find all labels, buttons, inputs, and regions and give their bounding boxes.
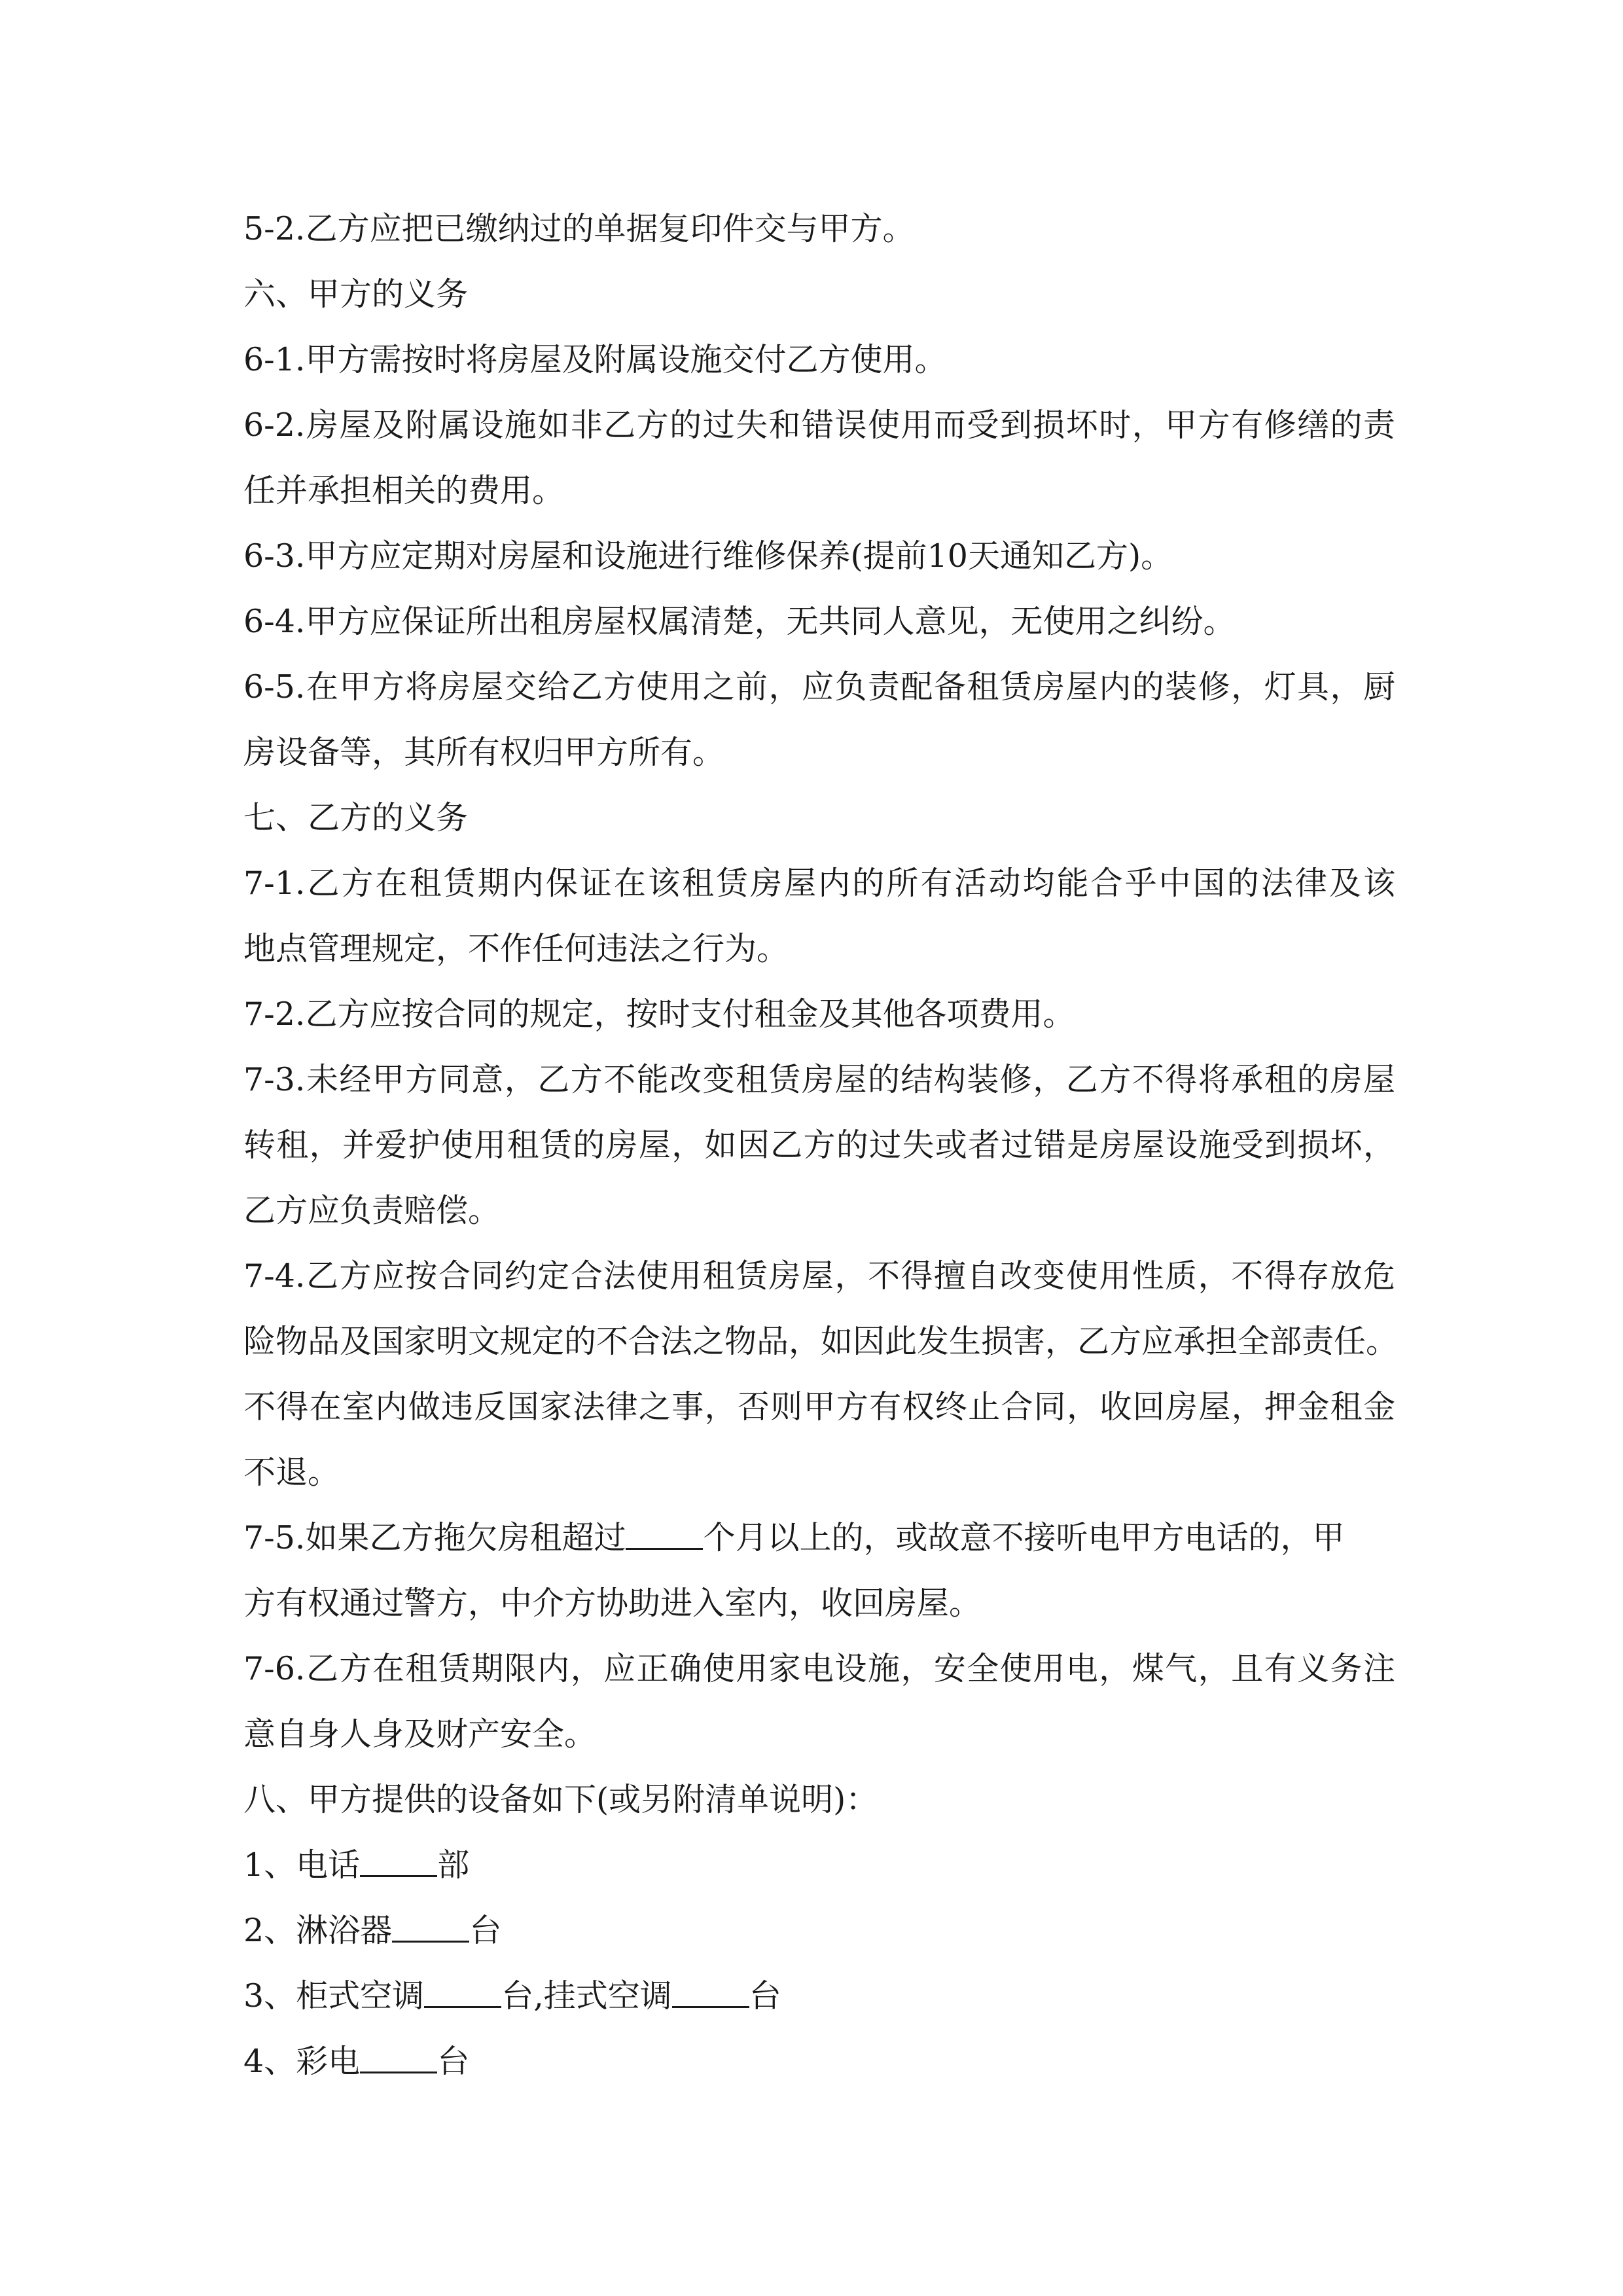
- clause-7-4-line-4: 不退。: [243, 1454, 340, 1491]
- equipment-label-tv: 4、彩电: [243, 2043, 361, 2080]
- phone-count-blank[interactable]: [360, 1846, 437, 1877]
- clause-6-2-line-2: 任并承担相关的费用。: [243, 472, 565, 509]
- equipment-unit-aircon: 台: [749, 1977, 781, 2015]
- equipment-item-tv: [243, 2029, 1395, 2094]
- contract-body: [243, 196, 1399, 2094]
- clause-7-3-line-3: 乙方应负责赔偿。: [243, 1192, 501, 1229]
- clause-7-1-line-2: 地点管理规定，不作任何违法之行为。: [243, 930, 789, 967]
- section-heading-6: 六、甲方的义务: [243, 276, 469, 313]
- clause-7-5-prefix: 7-5.如果乙方拖欠房租超过: [243, 1519, 626, 1556]
- clause-7-2: 7-2.乙方应按合同的规定，按时支付租金及其他各项费用。: [243, 996, 1075, 1033]
- section-heading-8: 八、甲方提供的设备如下(或另附清单说明)：: [243, 1781, 878, 1818]
- equipment-unit-shower: 台: [469, 1912, 502, 1949]
- clause-7-6-line-2: 意自身人身及财产安全。: [243, 1715, 597, 1753]
- clause-7-5-line-1: [243, 1505, 1395, 1571]
- clause-7-4-line-3: 不得在室内做违反国家法律之事，否则甲方有权终止合同，收回房屋，押金租金: [243, 1388, 1395, 1426]
- clause-6-2-line-1: 6-2.房屋及附属设施如非乙方的过失和错误使用而受到损坏时，甲方有修缮的责: [243, 406, 1395, 444]
- months-blank-field[interactable]: [626, 1519, 703, 1550]
- equipment-item-aircon: [243, 1964, 1395, 2029]
- equipment-unit-phone: 部: [437, 1846, 470, 1884]
- clause-7-4-line-1: 7-4.乙方应按合同约定合法使用租赁房屋，不得擅自改变使用性质，不得存放危: [243, 1257, 1395, 1295]
- clause-7-4-line-2: 险物品及国家明文规定的不合法之物品，如因此发生损害，乙方应承担全部责任。: [243, 1323, 1399, 1360]
- clause-6-4: 6-4.甲方应保证所出租房屋权属清楚，无共同人意见，无使用之纠纷。: [243, 603, 1236, 640]
- cabinet-aircon-count-blank[interactable]: [424, 1977, 501, 2008]
- tv-count-blank[interactable]: [360, 2043, 437, 2073]
- clause-6-1: 6-1.甲方需按时将房屋及附属设施交付乙方使用。: [243, 341, 947, 378]
- clause-6-5-line-1: 6-5.在甲方将房屋交给乙方使用之前，应负责配备租赁房屋内的装修，灯具，厨: [243, 668, 1395, 706]
- wall-aircon-count-blank[interactable]: [672, 1977, 749, 2008]
- equipment-label-aircon-cabinet: 3、柜式空调: [243, 1977, 425, 2015]
- clause-7-5-line-2: 方有权通过警方，中介方协助进入室内，收回房屋。: [243, 1585, 982, 1622]
- equipment-item-shower: [243, 1898, 1395, 1964]
- equipment-label-aircon-wall: 台,挂式空调: [501, 1977, 672, 2015]
- clause-7-3-line-2: 转租，并爱护使用租赁的房屋，如因乙方的过失或者过错是房屋设施受到损坏，: [243, 1126, 1395, 1164]
- clause-7-1-line-1: 7-1.乙方在租赁期内保证在该租赁房屋内的所有活动均能合乎中国的法律及该: [243, 865, 1395, 902]
- clause-6-3: 6-3.甲方应定期对房屋和设施进行维修保养(提前10天通知乙方)。: [243, 537, 1173, 575]
- clause-7-3-line-1: 7-3.未经甲方同意，乙方不能改变租赁房屋的结构装修，乙方不得将承租的房屋: [243, 1061, 1395, 1098]
- clause-5-2: 5-2.乙方应把已缴纳过的单据复印件交与甲方。: [243, 210, 915, 247]
- clause-7-5-suffix: 个月以上的，或故意不接听电甲方电话的，甲: [703, 1519, 1345, 1556]
- equipment-unit-tv: 台: [437, 2043, 470, 2080]
- equipment-label-phone: 1、电话: [243, 1846, 361, 1884]
- equipment-label-shower: 2、淋浴器: [243, 1912, 393, 1949]
- clause-6-5-line-2: 房设备等，其所有权归甲方所有。: [243, 734, 725, 771]
- clause-7-6-line-1: 7-6.乙方在租赁期限内，应正确使用家电设施，安全使用电，煤气，且有义务注: [243, 1650, 1395, 1687]
- equipment-item-phone: [243, 1833, 1395, 1898]
- section-heading-7: 七、乙方的义务: [243, 799, 469, 836]
- shower-count-blank[interactable]: [392, 1912, 469, 1943]
